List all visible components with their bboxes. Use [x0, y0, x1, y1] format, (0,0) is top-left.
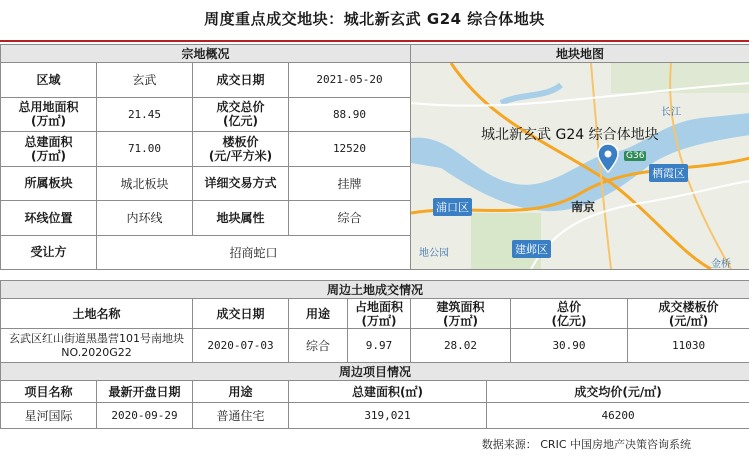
label-floor-price: 楼板价 (元/平方米): [193, 132, 289, 167]
surrounding-land-table: [0, 280, 749, 363]
col-floor-price: 成交楼板价 (元/㎡): [628, 299, 749, 329]
col-land-name: 土地名称: [1, 299, 193, 329]
col-project-name: 项目名称: [1, 381, 97, 403]
data-source: 数据来源： CRIC 中国房地产决策咨询系统: [481, 438, 691, 451]
cell-land-name: 玄武区红山街道黑墨营101号南地块NO.2020G22: [1, 329, 193, 363]
label-assignee: 受让方: [1, 235, 97, 270]
table-row: [1, 329, 749, 363]
label-total-land-area: 总用地面积 (万㎡): [1, 97, 97, 132]
surrounding-land-header: 周边土地成交情况: [1, 281, 749, 299]
cell-project-usage: 普通住宅: [193, 403, 289, 429]
location-pin-icon: [597, 143, 619, 173]
col-deal-date: 成交日期: [193, 299, 289, 329]
map-label-other: 金桥: [711, 259, 732, 269]
map-label-nanjing: 南京: [571, 200, 596, 214]
value-transaction-method: 挂牌: [289, 166, 411, 201]
cell-avg-price: 46200: [487, 403, 749, 429]
label-land-attribute: 地块属性: [193, 201, 289, 236]
cell-latest-open-date: 2020-09-29: [97, 403, 193, 429]
label-total-price: 成交总价 (亿元): [193, 97, 289, 132]
cell-deal-date: 2020-07-03: [193, 329, 289, 363]
surrounding-projects-table: [0, 362, 749, 429]
label-deal-date: 成交日期: [193, 63, 289, 98]
label-ring-position: 环线位置: [1, 201, 97, 236]
land-overview-header: 宗地概况: [1, 45, 411, 63]
col-avg-price: 成交均价(元/㎡): [487, 381, 749, 403]
value-floor-price: 12520: [289, 132, 411, 167]
cell-total-price: 30.90: [511, 329, 628, 363]
cell-floor-price: 11030: [628, 329, 749, 363]
value-total-land-area: 21.45: [97, 97, 193, 132]
value-ring-position: 内环线: [97, 201, 193, 236]
map-label-park: 地公园: [419, 248, 450, 259]
map-cell: [411, 63, 749, 270]
cell-usage: 综合: [289, 329, 348, 363]
col-usage: 用途: [289, 299, 348, 329]
cell-site-area: 9.97: [348, 329, 411, 363]
road-g36-badge: G36: [626, 151, 645, 161]
map-label-jianye: 建邺区: [512, 240, 551, 258]
value-deal-date: 2021-05-20: [289, 63, 411, 98]
cell-total-build-area: 319,021: [289, 403, 487, 429]
map-caption: 城北新玄武 G24 综合体地块: [481, 127, 659, 143]
map-label-qixia: 栖霞区: [649, 164, 688, 182]
label-total-build-area: 总建面积 (万㎡): [1, 132, 97, 167]
map-label-pukou: 浦口区: [433, 198, 472, 216]
title-divider: [0, 40, 749, 42]
value-sector: 城北板块: [97, 166, 193, 201]
surrounding-projects-header: 周边项目情况: [1, 363, 749, 381]
col-site-area: 占地面积 (万㎡): [348, 299, 411, 329]
col-project-usage: 用途: [193, 381, 289, 403]
col-latest-open-date: 最新开盘日期: [97, 381, 193, 403]
value-total-price: 88.90: [289, 97, 411, 132]
value-land-attribute: 综合: [289, 201, 411, 236]
map-graphic: [411, 63, 749, 269]
land-map[interactable]: [411, 63, 749, 269]
page-title: 周度重点成交地块：城北新玄武 G24 综合体地块: [204, 10, 545, 28]
col-build-area: 建筑面积 (万㎡): [411, 299, 511, 329]
value-district: 玄武: [97, 63, 193, 98]
value-total-build-area: 71.00: [97, 132, 193, 167]
col-total-price: 总价 (亿元): [511, 299, 628, 329]
label-sector: 所属板块: [1, 166, 97, 201]
label-transaction-method: 详细交易方式: [193, 166, 289, 201]
map-label-changjiang: 长江: [661, 107, 682, 118]
cell-build-area: 28.02: [411, 329, 511, 363]
value-assignee: 招商蛇口: [97, 235, 411, 270]
label-district: 区域: [1, 63, 97, 98]
table-row: [1, 403, 749, 429]
land-overview-table: [0, 44, 749, 270]
col-total-build-area: 总建面积(㎡): [289, 381, 487, 403]
map-header: 地块地图: [411, 45, 749, 63]
cell-project-name: 星河国际: [1, 403, 97, 429]
